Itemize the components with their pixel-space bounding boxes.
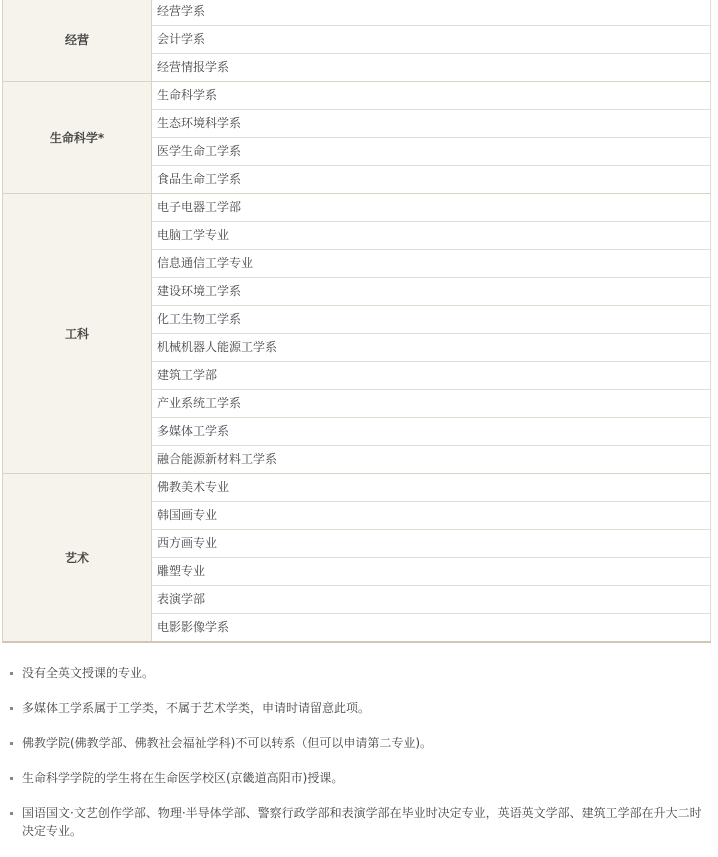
major-item: 信息通信工学专业 <box>152 250 711 278</box>
majors-list <box>152 0 711 81</box>
bullet-icon <box>10 742 13 745</box>
notes-list <box>10 664 710 857</box>
major-item: 产业系统工学系 <box>152 390 711 418</box>
major-item: 电脑工学专业 <box>152 222 711 250</box>
note-text: 国语国文·文艺创作学部、物理·半导体学部、警察行政学部和表演学部在毕业时决定专业，英语英文学部、建筑工学部在升大二时决定专业。 <box>22 806 702 838</box>
major-item: 化工生物工学系 <box>152 306 711 334</box>
majors-table <box>2 0 711 643</box>
note-item <box>10 804 710 840</box>
major-group <box>3 82 711 194</box>
bullet-icon <box>10 707 13 710</box>
note-item <box>10 769 710 787</box>
category-cell: 生命科学* <box>3 82 152 193</box>
major-item: 建筑工学部 <box>152 362 711 390</box>
category-cell: 艺术 <box>3 474 152 641</box>
major-item: 雕塑专业 <box>152 558 711 586</box>
note-text: 生命科学学院的学生将在生命医学校区(京畿道高阳市)授课。 <box>22 771 344 785</box>
major-item: 经营学系 <box>152 0 711 26</box>
note-item <box>10 734 710 752</box>
major-item: 食品生命工学系 <box>152 166 711 193</box>
major-group <box>3 194 711 474</box>
major-item: 医学生命工学系 <box>152 138 711 166</box>
bullet-icon <box>10 672 13 675</box>
major-item: 电影影像学系 <box>152 614 711 641</box>
major-item: 会计学系 <box>152 26 711 54</box>
note-item <box>10 699 710 717</box>
note-text: 多媒体工学系属于工学类，不属于艺术学类，申请时请留意此项。 <box>22 701 371 715</box>
bullet-icon <box>10 812 13 815</box>
category-cell: 工科 <box>3 194 152 473</box>
major-item: 佛教美术专业 <box>152 474 711 502</box>
major-item: 西方画专业 <box>152 530 711 558</box>
note-text: 佛教学院(佛教学部、佛教社会福祉学科)不可以转系（但可以申请第二专业)。 <box>22 736 433 750</box>
major-item: 机械机器人能源工学系 <box>152 334 711 362</box>
category-cell: 经营 <box>3 0 152 81</box>
majors-list <box>152 474 711 641</box>
major-item: 表演学部 <box>152 586 711 614</box>
major-item: 生命科学系 <box>152 82 711 110</box>
major-item: 建设环境工学系 <box>152 278 711 306</box>
majors-list <box>152 194 711 473</box>
major-group <box>3 0 711 82</box>
majors-list <box>152 82 711 193</box>
note-item <box>10 664 710 682</box>
major-item: 经营情报学系 <box>152 54 711 81</box>
bullet-icon <box>10 777 13 780</box>
note-text: 没有全英文授课的专业。 <box>22 666 155 680</box>
major-item: 韩国画专业 <box>152 502 711 530</box>
major-item: 多媒体工学系 <box>152 418 711 446</box>
major-item: 融合能源新材料工学系 <box>152 446 711 473</box>
major-group <box>3 474 711 641</box>
major-item: 电子电器工学部 <box>152 194 711 222</box>
major-item: 生态环境科学系 <box>152 110 711 138</box>
